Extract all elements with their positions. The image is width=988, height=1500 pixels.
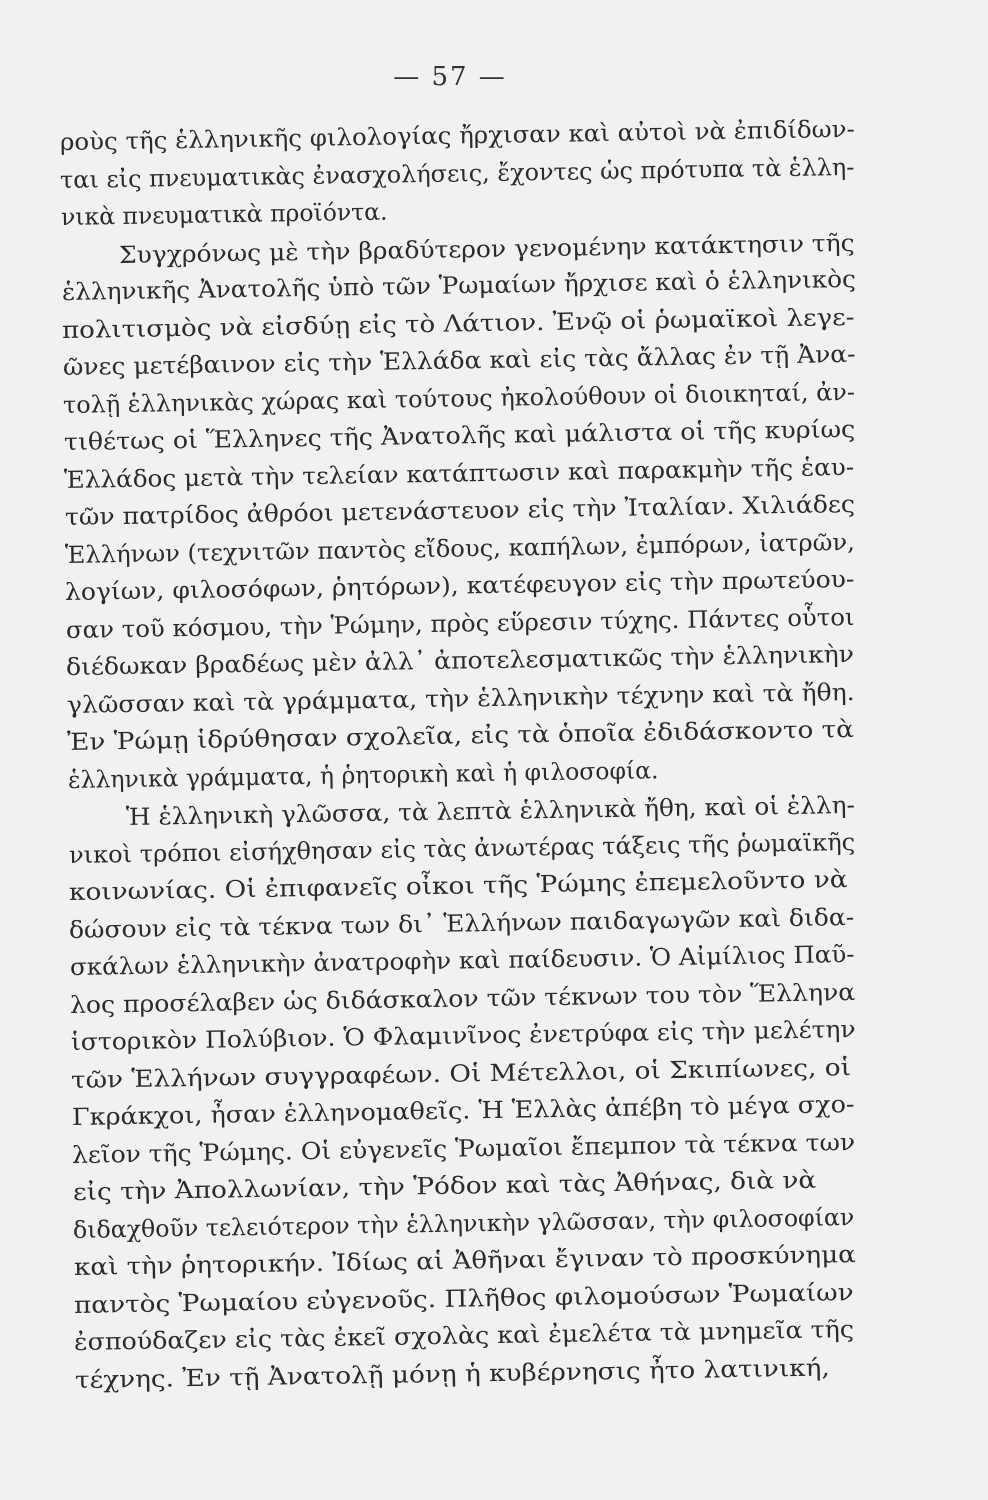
text-line: ἑλληνικὰ γράμματα, ἡ ῥητορικὴ καὶ ἡ φιλοσοφία. <box>67 755 659 794</box>
text-line: ἑλληνικῆς Ἀνατολῆς ὑπὸ τῶν Ῥωμαίων ἤρχισε καὶ ὁ ἑλληνικὸς <box>61 264 856 306</box>
text-line: διδαχθοῦν τελειότερον τὴν ἑλληνικὴν γλῶσσαν, τὴν φιλοσοφίαν <box>72 1202 855 1244</box>
text-line: Ἡ ἑλληνικὴ γλῶσσα, τὰ λεπτὰ ἑλληνικὰ ἤθη, καὶ οἱ ἑλλη- <box>125 790 856 831</box>
text-line: τῶν Ἑλλήνων συγγραφέων. Οἱ Μέτελλοι, οἱ Σκιπίωνες, οἱ <box>71 1052 852 1094</box>
text-line: λογίων, φιλοσόφων, ῥητόρων), κατέφευγον εἰς τὴν πρωτεύου- <box>65 564 855 606</box>
text-line: λεῖον τῆς Ῥώμης. Οἱ εὐγενεῖς Ῥωμαῖοι ἔπεμπον τὰ τέκνα των <box>71 1127 856 1169</box>
text-line: τῶν πατρίδος ἀθρόοι μετενάστευον εἰς τὴν Ἰταλίαν. Χιλιάδες <box>64 489 855 531</box>
text-line: Ἑλλάδος μετὰ τὴν τελείαν κατάπτωσιν καὶ παρακμὴν τῆς ἑαυ- <box>63 452 855 494</box>
text-line: κοινωνίας. Οἱ ἐπιφανεῖς οἶκοι τῆς Ῥώμης ἐπεμελοῦντο νὰ <box>68 865 848 906</box>
text-line: Συγχρόνως μὲ τὴν βραδύτερον γενομένην κατάκτησιν τῆς <box>119 228 856 269</box>
text-line: ροὺς τῆς ἑλληνικῆς φιλολογίας ἤρχισαν καὶ αὐτοὶ νὰ ἐπιδίδων- <box>59 114 855 156</box>
text-line: εἰς τὴν Ἀπολλωνίαν, τὴν Ῥόδον καὶ τὰς Ἀθήνας, διὰ νὰ <box>72 1165 816 1206</box>
text-line: ἱστορικὸν Πολύβιον. Ὁ Φλαμινῖνος ἐνετρύφα εἰς τὴν μελέτην <box>70 1014 856 1056</box>
text-line: πολιτισμὸς νὰ εἰσδύῃ εἰς τὸ Λάτιον. Ἐνῷ οἱ ῥωμαϊκοὶ λεγε- <box>62 302 855 344</box>
text-line: καὶ τὴν ῥητορικήν. Ἰδίως αἱ Ἀθῆναι ἔγιναν τὸ προσκύνημα <box>73 1240 856 1281</box>
text-line: Ἐν Ῥώμῃ ἱδρύθησαν σχολεῖα, εἰς τὰ ὁποῖα ἐδιδάσκοντο τὰ <box>66 714 855 756</box>
text-line: νικοὶ τρόποι εἰσήχθησαν εἰς τὰς ἀνωτέρας τάξεις τῆς ῥωμαϊκῆς <box>68 827 855 869</box>
text-line: νικὰ πνευματικὰ προϊόντα. <box>60 197 388 231</box>
text-line: τιθέτως οἱ Ἕλληνες τῆς Ἀνατολῆς καὶ μάλιστα οἱ τῆς κυρίως <box>63 414 856 456</box>
text-line: ται εἰς πνευματικὰς ἐνασχολήσεις, ἔχοντες ὡς πρότυπα τὰ ἑλλη- <box>60 152 855 194</box>
text-line: διέδωκαν βραδέως μὲν ἀλλ᾿ ἀποτελεσματικῶς τὴν ἑλληνικὴν <box>66 639 855 681</box>
text-line: Γκράκχοι, ἦσαν ἑλληνομαθεῖς. Ἡ Ἑλλὰς ἀπέβη τὸ μέγα σχο- <box>71 1090 855 1131</box>
text-line: ῶνες μετέβαινον εἰς τὴν Ἑλλάδα καὶ εἰς τὰς ἄλλας ἐν τῇ Ἀνα- <box>62 339 856 381</box>
page-number: — 57 — <box>393 62 507 92</box>
text-line: γλῶσσαν καὶ τὰ γράμματα, τὴν ἑλληνικὴν τέχνην καὶ τὰ ἤθη. <box>66 677 855 719</box>
text-line: Ἑλλήνων (τεχνιτῶν παντὸς εἴδους, καπήλων, ἐμπόρων, ἰατρῶν, <box>64 527 855 569</box>
text-line: σαν τοῦ κόσμου, τὴν Ῥώμην, πρὸς εὕρεσιν τύχης. Πάντες οὗτοι <box>65 602 855 644</box>
text-line: ἐσπούδαζεν εἰς τὰς ἐκεῖ σχολὰς καὶ ἐμελέτα τὰ μνημεῖα τῆς <box>74 1315 855 1356</box>
text-line: δώσουν εἰς τὰ τέκνα των δι᾿ Ἑλλήνων παιδαγωγῶν καὶ διδα- <box>69 902 855 944</box>
text-line: λος προσέλαβεν ὡς διδάσκαλον τῶν τέκνων του τὸν Ἕλληνα <box>70 977 856 1019</box>
text-line: τολῇ ἑλληνικὰς χώρας καὶ τούτους ἠκολούθουν οἱ διοικηταί, ἀν- <box>62 377 856 419</box>
text-line: τέχνης. Ἐν τῇ Ἀνατολῇ μόνῃ ἡ κυβέρνησις ἦτο λατινική, <box>74 1352 830 1394</box>
text-line: παντὸς Ῥωμαίου εὐγενοῦς. Πλῆθος φιλομούσων Ῥωμαίων <box>73 1277 854 1319</box>
text-line: σκάλων ἑλληνικὴν ἀνατροφὴν καὶ παίδευσιν. Ὁ Αἰμίλιος Παῦ- <box>69 939 855 981</box>
